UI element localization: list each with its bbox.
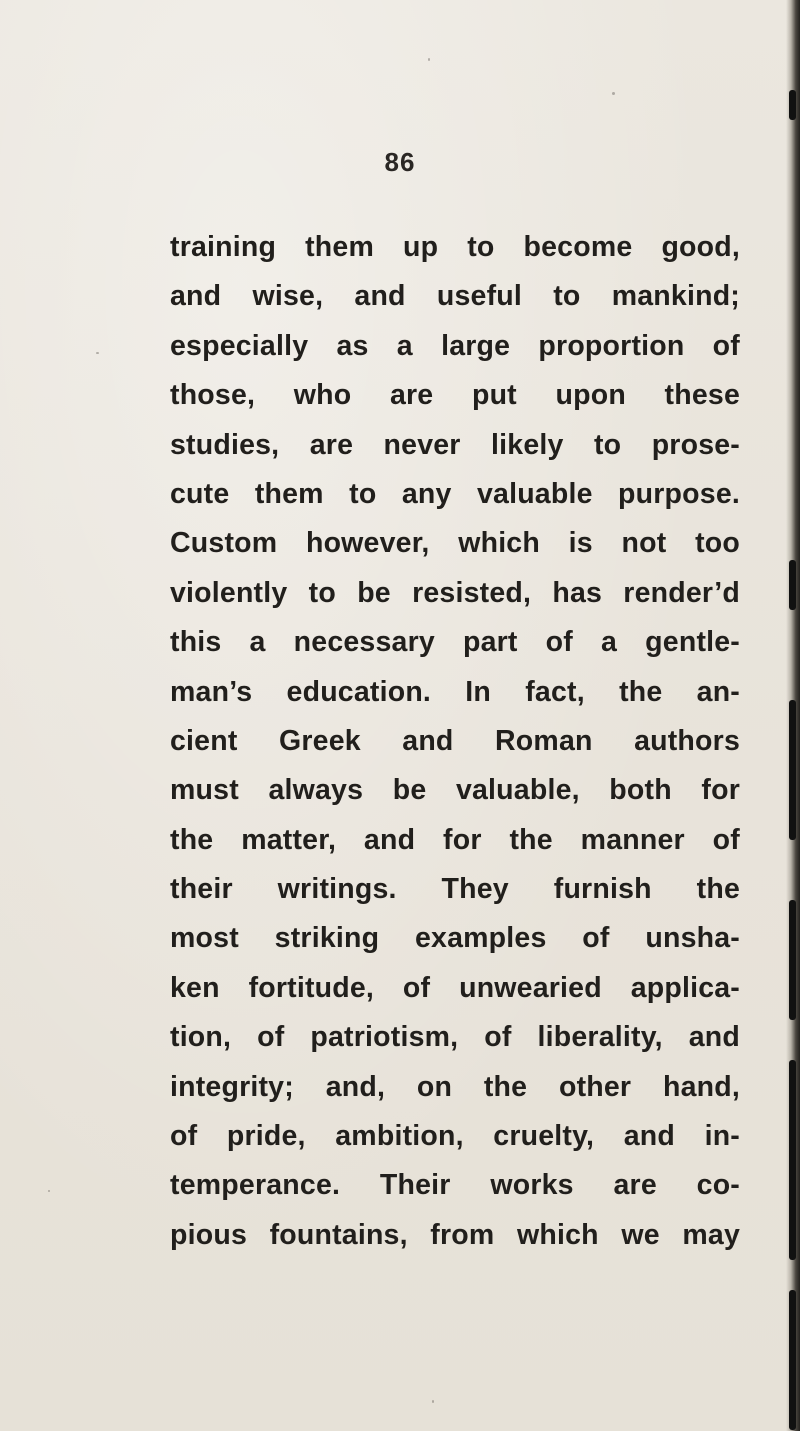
text-line: ken fortitude, of unwearied applica- [170, 971, 740, 1004]
page-number: 86 [384, 147, 416, 177]
text-line: this a necessary part of a gentle- [170, 626, 740, 659]
page-edge-shadow [786, 0, 800, 1431]
text-line: training them up to become good, [170, 231, 740, 263]
text-line: Custom however, which is not too [170, 527, 740, 560]
text-line: must always be valuable, both for [170, 774, 740, 807]
edge-mark [789, 1060, 796, 1260]
text-line: of pride, ambition, cruelty, and in- [170, 1120, 740, 1153]
edge-mark [789, 90, 796, 120]
body-text [170, 223, 740, 1260]
text-line: cient Greek and Roman authors [170, 724, 740, 757]
text-line: cute them to any valuable purpose. [170, 477, 740, 510]
edge-mark [789, 900, 796, 1020]
text-line: the matter, and for the manner of [170, 823, 740, 856]
edge-mark [789, 560, 796, 610]
text-line: their writings. They furnish the [170, 873, 740, 906]
text-line: tion, of patriotism, of liberality, and [170, 1021, 740, 1054]
text-line: and wise, and useful to mankind; [170, 280, 740, 313]
text-line: violently to be resisted, has render’d [170, 576, 740, 609]
edge-mark [789, 700, 796, 840]
text-line: pious fountains, from which we may [170, 1218, 740, 1251]
text-line: man’s education. In fact, the an- [170, 675, 740, 708]
text-line: temperance. Their works are co- [170, 1169, 740, 1202]
text-line: especially as a large proportion of [170, 329, 740, 362]
text-line: most striking examples of unsha- [170, 922, 740, 955]
text-line: studies, are never likely to prose- [170, 428, 740, 461]
text-line: integrity; and, on the other hand, [170, 1070, 740, 1103]
edge-mark [789, 1290, 796, 1430]
text-line: those, who are put upon these [170, 379, 740, 412]
